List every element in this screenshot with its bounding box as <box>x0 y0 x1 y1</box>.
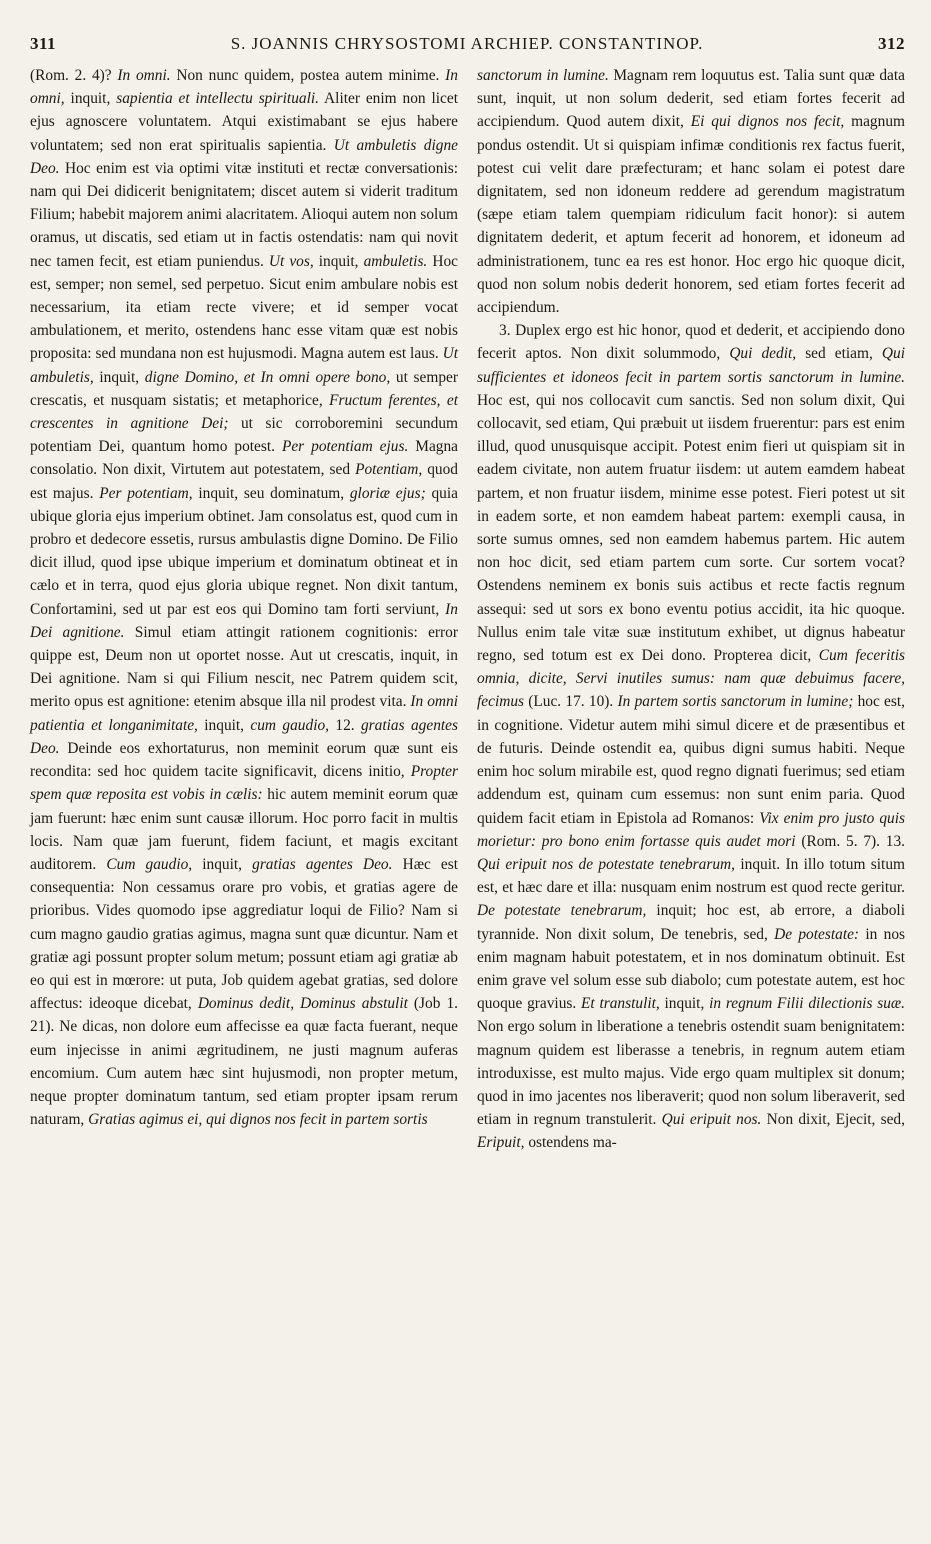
text-run: quod est majus. <box>30 461 458 502</box>
text-run: inquit, <box>313 252 364 270</box>
italic-text: gloriæ ejus; <box>349 484 426 502</box>
italic-text: In partem sortis sanctorum in lumine; <box>617 693 854 711</box>
italic-text: Cum gaudio, <box>106 855 193 873</box>
italic-text: Vix enim pro justo quis morietur: pro bono enim fortasse quis audet mori <box>477 809 905 850</box>
text-run: Magnam rem loquutus est. Talia sunt quæ data sunt, inquit, ut non solum dederit, sed etiam fortes fecerit ad accipiendum. Quod autem dixit, <box>477 67 905 131</box>
text-run: Magna consolatio. Non dixit, Virtutem aut potestatem, sed <box>30 438 458 479</box>
italic-text: De potestate tenebrarum, <box>477 902 647 920</box>
page-number-left: 311 <box>30 34 57 53</box>
italic-text: Propter spem quæ reposita est vobis in cælis: <box>30 763 458 804</box>
text-run: inquit. In illo totum situm est, et hæc dare et illa: nusquam enim nostrum est quod recte geritur. <box>477 855 905 897</box>
running-title: S. JOANNIS CHRYSOSTOMI ARCHIEP. CONSTANTINOP. <box>230 34 704 53</box>
text-run: ut semper crescatis, et nusquam sistatis; et metaphorice, <box>30 368 458 409</box>
italic-text: ambuletis. <box>363 252 428 270</box>
text-run: inquit, <box>659 995 710 1013</box>
italic-text: cum gaudio, <box>250 716 330 734</box>
text-run: inquit, <box>64 90 117 108</box>
paragraph <box>30 64 458 1131</box>
italic-text: gratias agentes Deo. <box>30 716 458 757</box>
italic-text: Per potentiam ejus. <box>281 438 409 456</box>
italic-text: Dominus dedit, Dominus abstulit <box>197 995 408 1013</box>
text-run: inquit, <box>192 855 253 873</box>
left-column <box>30 64 458 1155</box>
text-run: 12. <box>329 716 361 734</box>
text-run: inquit, <box>93 368 145 386</box>
italic-text: In omni. <box>117 67 171 84</box>
italic-text: gratias agentes Deo. <box>252 855 393 873</box>
text-run: Aliter enim non licet ejus agnoscere voluntatem. Atqui existimabant se ejus habere voluntatem; sed non erat spiritualis sapientia. <box>30 90 458 154</box>
text-run: sed etiam, <box>796 345 882 363</box>
text-columns <box>30 64 905 1155</box>
running-header <box>30 34 905 60</box>
italic-text: Ei qui dignos nos fecit, <box>690 113 845 131</box>
text-run: in nos enim magnam habuit potestatem, et in nos dominatum obtinuit. Est enim grave vel solum esse sub diabolo; cum potestate autem, est hoc quoque gravius. <box>477 925 906 1013</box>
paragraph <box>477 319 905 1154</box>
italic-text: Ut ambuletis digne Deo. <box>30 136 458 177</box>
text-run: (Rom. 5. 7). 13. <box>795 832 905 850</box>
text-run: Non dixit, Ejecit, sed, <box>761 1111 905 1129</box>
text-run: (Rom. 2. 4)? <box>30 67 118 84</box>
italic-text: in regnum Filii dilectionis suæ. <box>709 995 905 1013</box>
text-run: Non ergo solum in liberatione a tenebris ostendit suam benignitatem: magnum quidem est liberasse a tenebris, in regnum autem etiam introduxisse, est multo majus. Vide ergo quam multiplex sit donum; quod in imo jacentes nos liberaverit; quod non solum liberaverit, sed etiam in regnum transtulerit. <box>477 1018 905 1129</box>
text-run: inquit; hoc est, ab errore, a diaboli tyrannide. Non dixit solum, De tenebris, sed, <box>477 902 905 943</box>
italic-text: sapientia et intellectu spirituali. <box>116 90 319 108</box>
italic-text: Et transtulit, <box>581 995 660 1013</box>
paragraph <box>477 64 905 319</box>
italic-text: Qui dedit, <box>729 345 797 363</box>
italic-text: digne Domino, et In omni opere bono, <box>144 368 391 386</box>
text-run: (Luc. 17. 10). <box>524 693 618 711</box>
text-run: hoc est, in cognitione. Videtur autem mihi simul dicere et de præsentibus et de futuris. Deinde ostendit ea, quibus digni sumus habiti. Neque enim hoc solum mirabile est, quod regno dignati fuerimus; sed etiam addendum est, quinam cum essemus: non sunt enim paria. Quod quidem facit etiam in Epistola ad Romanos: <box>477 693 905 827</box>
text-run: Hoc est, qui nos collocavit cum sanctis. Sed non solum dixit, Qui collocavit, sed etiam, Qui præbuit ut iisdem fruerentur: pars est enim illud, quod unusquisque accipit. Potest enim fieri ut quispiam sit in eadem civitate, non autem fruatur iisdem: ut autem eamdem habeat partem, et non fruatur iisdem, minime esse potest. Fieri potest ut sit in eadem sorte, et non eamdem habeat partem: exempli causa, in sorte sumus omnes, sed non eamdem habemus partem. Hic autem non hoc dicit, sed etiam partem cum sorte. Cur sortem vocat? Ostendens neminem ex bonis suis actibus et recte factis regnum assequi: sed ut sors ex bono eventu potius accidit, ita hic quoque. Nullus enim tale vitæ suæ institutum exhibet, ut dignus habeatur regno, sed totum est ex Dei dono. Propterea dicit, <box>477 391 905 665</box>
italic-text: In omni, <box>30 67 458 108</box>
text-run: inquit, seu dominatum, <box>192 484 350 502</box>
italic-text: Gratias agimus ei, qui dignos nos fecit in partem sortis <box>88 1111 428 1129</box>
text-run: ut sic corroboremini secundum potentiam Dei, quantum homo potest. <box>30 415 458 456</box>
text-run: Hoc est, semper; non semel, sed perpetuo. Sicut enim ambulare nobis est necessarium, ita etiam recte vivere; et id semper vocat ambulationem, et merito, ostendens hanc esse vitam quæ est nobis proposita: sed mundana non est hujusmodi. Magna autem est laus. <box>30 252 458 363</box>
text-run: 3. Duplex ergo est hic honor, quod et dederit, et accipiendo dono fecerit aptos. Non dixit solummodo, <box>477 322 905 363</box>
text-run: (Job 1. 21). Ne dicas, non dolore eum affecisse ea quæ facta fuerant, neque eum injecisse in animi ægritudinem, ne justi magnum auferas encomium. Cum autem hæc sint hujusmodi, non propter metum, neque propter dominatum tantum, sed etiam propter ipsam rerum naturam, <box>30 995 458 1129</box>
right-column <box>477 64 905 1155</box>
italic-text: Potentiam, <box>355 461 423 479</box>
text-run: Hæc est consequentia: Non cessamus orare pro vobis, et gratias agere de prioribus. Vides quomodo ipse aggrediatur loqui de Filio? Nam si cum magno gaudio gratias agimus, magna sunt quæ dicuntur. Nam et gratiæ agi possunt propter solum metum; possunt etiam agi gratiæ ab eo qui est in mœrore: ut puta, Job quidem agebat gratias, sed dolore affectus: ideoque dicebat, <box>30 855 458 1013</box>
italic-text: Ut ambuletis, <box>30 345 458 386</box>
text-run: hic autem meminit eorum quæ jam fuerunt: hæc enim sunt causæ illorum. Hoc porro facit in multis locis. Nam quæ jam fuerunt, fidem faciunt, et magis excitant auditorem. <box>30 786 458 873</box>
italic-text: Cum feceritis omnia, dicite, Servi inutiles sumus: nam quæ debuimus facere, fecimus <box>477 647 905 711</box>
italic-text: In Dei agnitione. <box>30 600 458 641</box>
italic-text: Qui eripuit nos de potestate tenebrarum, <box>477 855 736 873</box>
italic-text: Qui eripuit nos. <box>661 1111 762 1129</box>
italic-text: Qui sufficientes et idoneos fecit in partem sortis sanctorum in lumine. <box>477 345 905 386</box>
italic-text: Ut vos, <box>268 252 314 270</box>
italic-text: Eripuit, <box>477 1134 525 1152</box>
text-run: Non nunc quidem, postea autem minime. <box>170 67 446 84</box>
text-run: Deinde eos exhortaturus, non meminit eorum quæ sunt eis recondita: sed hoc quidem tacite significavit, dicens initio, <box>30 739 458 781</box>
italic-text: Per potentiam, <box>99 484 193 502</box>
italic-text: sanctorum in lumine. <box>477 67 609 84</box>
text-run: Hoc enim est via optimi vitæ instituti et rectæ conversationis: nam qui Dei didicerit benignitatem; discet autem si viderit traditum Filium; habebit majorem animi alacritatem. Alioqui autem non solum oramus, ut discatis, sed etiam ut in factis ostendatis: nam qui novit nec tamen fecit, est etiam puniendus. <box>30 159 458 270</box>
italic-text: De potestate: <box>774 925 860 943</box>
page-number-right: 312 <box>878 34 905 53</box>
text-run: quia ubique gloria ejus imperium obtinet. Jam consolatus est, quod cum in probro et dedecore essetis, rursus ambulastis digne Domino. De Filio dicit illud, quod ipse ubique imperium et dominatum obtineat et in cælo et in terra, quod ejus gloria ubique regnet. Non dixit tantum, Confortamini, sed ut par est eos qui Domino tam forti serviunt, <box>30 484 458 618</box>
text-run: Simul etiam attingit rationem cognitionis: error quippe est, Deum non ut oportet nosse. Aut ut crescatis, inquit, in Dei agnitione. Nam si qui Filium nescit, nec Patrem quidem scit, merito opus est agnitione: etenim absque illa nil prodest vita. <box>30 623 458 711</box>
text-run: ostendens ma- <box>524 1134 617 1152</box>
italic-text: In omni patientia et longanimitate, <box>30 693 458 734</box>
italic-text: Fructum ferentes, et crescentes in agnitione Dei; <box>30 391 458 433</box>
text-run: magnum pondus ostendit. Ut si quispiam infimæ conditionis rex factus fuerit, potest cui velit dare præfecturam; et hanc solam ei potest dare dignitatem, sed non idoneum reddere ad gerendum magistratum (sæpe etiam talem quempiam ridiculum facit honor): si autem dignitatem dederit, et aptum fecerit ad honorem, et idoneum ad administrationem, tunc ea res est honor. Hoc ergo hic quoque dicit, quod non solum nobis dederit honorem, sed etiam fortes fecerit ad accipiendum. <box>477 113 905 317</box>
text-run: inquit, <box>197 716 251 734</box>
